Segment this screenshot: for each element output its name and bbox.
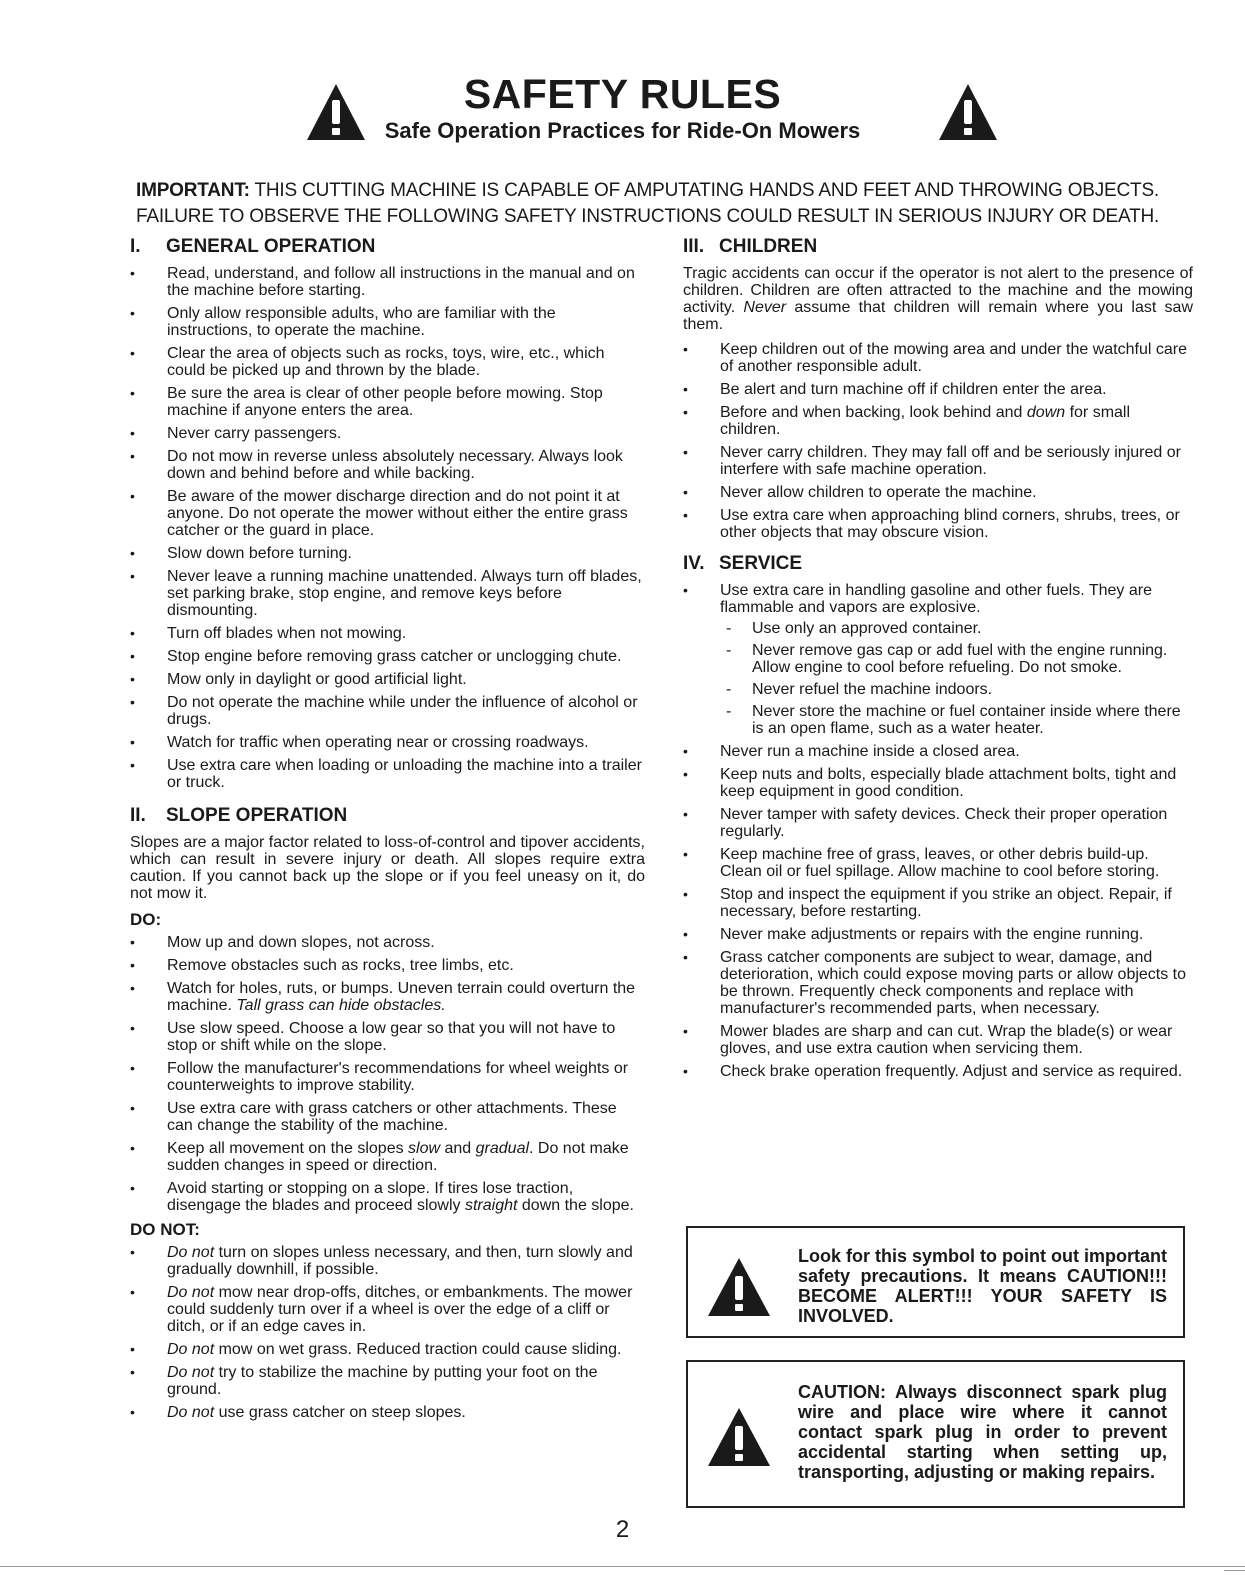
section-number: IV. xyxy=(683,553,705,574)
page-title: SAFETY RULES xyxy=(463,71,782,117)
section-title: SERVICE xyxy=(719,553,803,574)
list-item: • Mow up and down slopes, not across. xyxy=(130,934,645,951)
list-item: • Be aware of the mower discharge direction and do not point it at anyone. Do not operate the mower without either the entire grass catcher or the guard in place. xyxy=(130,488,645,539)
list-item: • Stop and inspect the equipment if you strike an object. Repair, if necessary, before restarting. xyxy=(683,886,1193,920)
list-item: • Do not mow in reverse unless absolutely necessary. Always look down and behind before and while backing. xyxy=(130,448,645,482)
list-item: • Never make adjustments or repairs with the engine running. xyxy=(683,926,1193,943)
slope-intro: Slopes are a major factor related to loss-of-control and tipover accidents, which can result in severe injury or death. All slopes require extra caution. If you cannot back up the slope or if you feel uneasy on it, do not mow it. xyxy=(130,834,645,902)
section-number: III. xyxy=(683,236,705,257)
section-title: SLOPE OPERATION xyxy=(166,805,348,826)
section-heading-general xyxy=(130,236,645,258)
list-item: • Do not mow on wet grass. Reduced traction could cause sliding. xyxy=(130,1341,645,1358)
list-item: • Mow only in daylight or good artificial light. xyxy=(130,671,645,688)
do-label: DO: xyxy=(130,910,162,929)
general-list xyxy=(130,265,645,791)
list-item: • Clear the area of objects such as rocks, toys, wire, etc., which could be picked up and thrown by the blade. xyxy=(130,345,645,379)
list-item: • Use extra care when approaching blind corners, shrubs, trees, or other objects that may obscure vision. xyxy=(683,507,1193,541)
list-item: • Never tamper with safety devices. Check their proper operation regularly. xyxy=(683,806,1193,840)
list-item: • Never carry passengers. xyxy=(130,425,645,442)
list-item: • Keep nuts and bolts, especially blade attachment bolts, tight and keep equipment in good condition. xyxy=(683,766,1193,800)
list-item: • Never leave a running machine unattended. Always turn off blades, set parking brake, stop engine, and remove keys before dismounting. xyxy=(130,568,645,619)
sub-list-item: - Never remove gas cap or add fuel with the engine running. Allow engine to cool before refueling. Do not smoke. xyxy=(720,642,1193,676)
service-list xyxy=(683,582,1193,1080)
list-item: • Follow the manufacturer's recommendations for wheel weights or counterweights to improve stability. xyxy=(130,1060,645,1094)
list-item: • Turn off blades when not mowing. xyxy=(130,625,645,642)
children-intro: Tragic accidents can occur if the operator is not alert to the presence of children. Children are often attracted to the machine and the mowing activity. Never assume that children will remain where you last saw them. xyxy=(683,265,1193,333)
list-item: • Never carry children. They may fall off and be seriously injured or interfere with safe machine operation. xyxy=(683,444,1193,478)
section-title: CHILDREN xyxy=(719,236,818,257)
list-item: • Do not use grass catcher on steep slopes. xyxy=(130,1404,645,1421)
left-column xyxy=(130,236,645,1431)
section-title: GENERAL OPERATION xyxy=(166,236,376,257)
list-item: • Never allow children to operate the machine. xyxy=(683,484,1193,501)
list-item: • Watch for traffic when operating near or crossing roadways. xyxy=(130,734,645,751)
list-item: • Remove obstacles such as rocks, tree limbs, etc. xyxy=(130,957,645,974)
section-heading-slope xyxy=(130,805,645,827)
notice-text: CAUTION: Always disconnect spark plug wire and place wire where it cannot contact spark plug in order to prevent accidental starting when setting up, transporting, adjusting or making repairs. xyxy=(798,1382,1167,1482)
warning-triangle-icon xyxy=(706,1256,772,1323)
list-item: • Do not try to stabilize the machine by putting your foot on the ground. xyxy=(130,1364,645,1398)
list-item: • Read, understand, and follow all instructions in the manual and on the machine before starting. xyxy=(130,265,645,299)
list-item: • Check brake operation frequently. Adjust and service as required. xyxy=(683,1063,1193,1080)
list-item: • Stop engine before removing grass catcher or unclogging chute. xyxy=(130,648,645,665)
section-number: II. xyxy=(130,805,146,826)
list-item: • Watch for holes, ruts, or bumps. Uneven terrain could overturn the machine. Tall grass can hide obstacles. xyxy=(130,980,645,1014)
page-header xyxy=(0,70,1245,150)
list-item: • Avoid starting or stopping on a slope. If tires lose traction, disengage the blades and proceed slowly straight down the slope. xyxy=(130,1180,645,1214)
caution-notice xyxy=(686,1360,1185,1508)
right-column xyxy=(683,236,1193,1090)
important-line-2: FAILURE TO OBSERVE THE FOLLOWING SAFETY INSTRUCTIONS COULD RESULT IN SERIOUS INJURY OR DEATH. xyxy=(136,206,1160,227)
list-item: • Be sure the area is clear of other people before mowing. Stop machine if anyone enters the area. xyxy=(130,385,645,419)
list-item: • Only allow responsible adults, who are familiar with the instructions, to operate the machine. xyxy=(130,305,645,339)
list-item: • Do not mow near drop-offs, ditches, or embankments. The mower could suddenly turn over if a wheel is over the edge of a cliff or ditch, or if an edge caves in. xyxy=(130,1284,645,1335)
important-label: IMPORTANT: xyxy=(136,180,250,201)
bottom-divider xyxy=(0,1566,1245,1567)
scan-edge-line xyxy=(1224,1570,1245,1571)
safety-symbol-notice xyxy=(686,1226,1185,1338)
do-not-list xyxy=(130,1244,645,1421)
page-number: 2 xyxy=(615,1516,630,1543)
list-item: • Do not operate the machine while under the influence of alcohol or drugs. xyxy=(130,694,645,728)
list-item: • Use extra care when loading or unloading the machine into a trailer or truck. xyxy=(130,757,645,791)
important-line-1: THIS CUTTING MACHINE IS CAPABLE OF AMPUTATING HANDS AND FEET AND THROWING OBJECTS. xyxy=(254,180,1159,201)
important-warning xyxy=(136,178,1196,230)
section-heading-children xyxy=(683,236,1193,258)
warning-triangle-icon xyxy=(706,1406,772,1473)
children-list xyxy=(683,341,1193,541)
list-item: • Keep machine free of grass, leaves, or other debris build-up. Clean oil or fuel spillage. Allow machine to cool before storing. xyxy=(683,846,1193,880)
section-heading-service xyxy=(683,553,1193,575)
list-item: • Be alert and turn machine off if children enter the area. xyxy=(683,381,1193,398)
sub-list-item: - Use only an approved container. xyxy=(720,620,1193,637)
sub-list-item: - Never store the machine or fuel container inside where there is an open flame, such as a water heater. xyxy=(720,703,1193,737)
list-item: • Use extra care with grass catchers or other attachments. These can change the stability of the machine. xyxy=(130,1100,645,1134)
do-list xyxy=(130,934,645,1214)
list-item: • Slow down before turning. xyxy=(130,545,645,562)
warning-triangle-icon xyxy=(937,82,999,142)
sub-list-item: - Never refuel the machine indoors. xyxy=(720,681,1193,698)
list-item: • Use extra care in handling gasoline and other fuels. They are flammable and vapors are explosive. - Use only an approved container. - Never remove gas cap or add fuel with the engine running. Allow engine to cool before refueling. Do not smoke. - Never refuel the machine indoors. - Never store the machine or fuel container inside where there is an open flame, such as a water heater. xyxy=(683,582,1193,737)
fuel-sublist xyxy=(720,620,1193,737)
list-item: • Mower blades are sharp and can cut. Wrap the blade(s) or wear gloves, and use extra caution when servicing them. xyxy=(683,1023,1193,1057)
list-item: • Grass catcher components are subject to wear, damage, and deterioration, which could expose moving parts or allow objects to be thrown. Frequently check components and replace with manufacturer's recommended parts, when necessary. xyxy=(683,949,1193,1017)
list-item: • Never run a machine inside a closed area. xyxy=(683,743,1193,760)
list-item: • Keep all movement on the slopes slow and gradual. Do not make sudden changes in speed or direction. xyxy=(130,1140,645,1174)
do-not-label: DO NOT: xyxy=(130,1220,200,1239)
list-item: • Use slow speed. Choose a low gear so that you will not have to stop or shift while on the slope. xyxy=(130,1020,645,1054)
list-item: • Before and when backing, look behind and down for small children. xyxy=(683,404,1193,438)
list-item: • Do not turn on slopes unless necessary, and then, turn slowly and gradually downhill, if possible. xyxy=(130,1244,645,1278)
page-subtitle: Safe Operation Practices for Ride-On Mowers xyxy=(384,118,861,143)
notice-text: Look for this symbol to point out important safety precautions. It means CAUTION!!! BECOME ALERT!!! YOUR SAFETY IS INVOLVED. xyxy=(798,1246,1167,1326)
section-number: I. xyxy=(130,236,141,257)
list-item: • Keep children out of the mowing area and under the watchful care of another responsible adult. xyxy=(683,341,1193,375)
